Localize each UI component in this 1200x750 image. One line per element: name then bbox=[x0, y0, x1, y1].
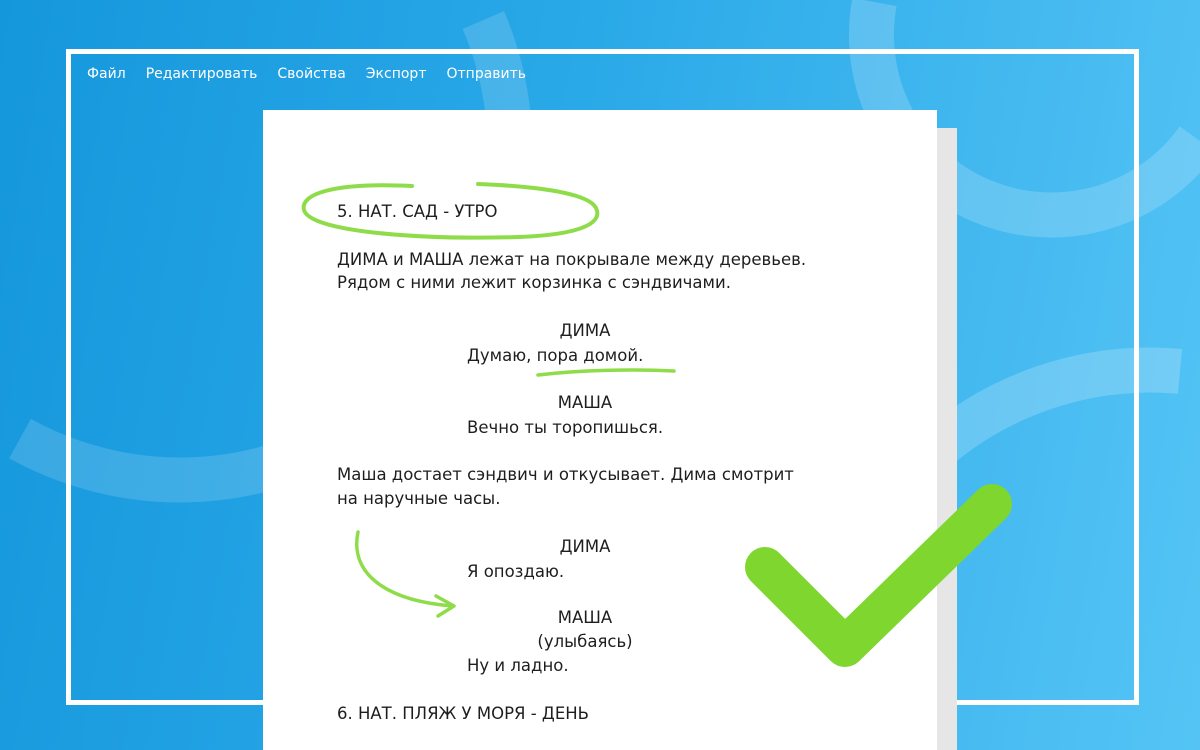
dialogue: Ну и ладно. bbox=[467, 656, 569, 675]
parenthetical: (улыбаясь) bbox=[537, 632, 633, 651]
page-shadow bbox=[937, 128, 957, 750]
action-line: ДИМА и МАША лежат на покрывале между деревьев. bbox=[337, 250, 807, 269]
menu-properties[interactable]: Свойства bbox=[277, 66, 346, 82]
dialogue: Вечно ты торопишься. bbox=[467, 418, 664, 437]
scene-heading: 6. НАТ. ПЛЯЖ У МОРЯ - ДЕНЬ bbox=[337, 704, 589, 723]
action-line: Маша достает сэндвич и откусывает. Дима смотрит bbox=[337, 465, 794, 484]
menu-bar bbox=[87, 66, 526, 82]
action-line: Рядом с ними лежит корзинка с сэндвичами. bbox=[337, 273, 731, 292]
menu-export[interactable]: Экспорт bbox=[365, 66, 427, 82]
scene-heading: 5. НАТ. САД - УТРО bbox=[337, 202, 498, 221]
menu-edit[interactable]: Редактировать bbox=[145, 66, 258, 82]
menu-file[interactable]: Файл bbox=[87, 66, 126, 82]
dialogue: Я опоздаю. bbox=[467, 562, 565, 581]
dialogue: Думаю, пора домой. bbox=[467, 346, 644, 365]
action-line: на наручные часы. bbox=[337, 489, 501, 508]
script-page[interactable] bbox=[263, 110, 937, 750]
character-name: ДИМА bbox=[559, 537, 611, 556]
character-name: МАША bbox=[557, 393, 613, 412]
character-name: МАША bbox=[557, 608, 613, 627]
character-name: ДИМА bbox=[559, 321, 611, 340]
menu-send[interactable]: Отправить bbox=[446, 66, 527, 82]
